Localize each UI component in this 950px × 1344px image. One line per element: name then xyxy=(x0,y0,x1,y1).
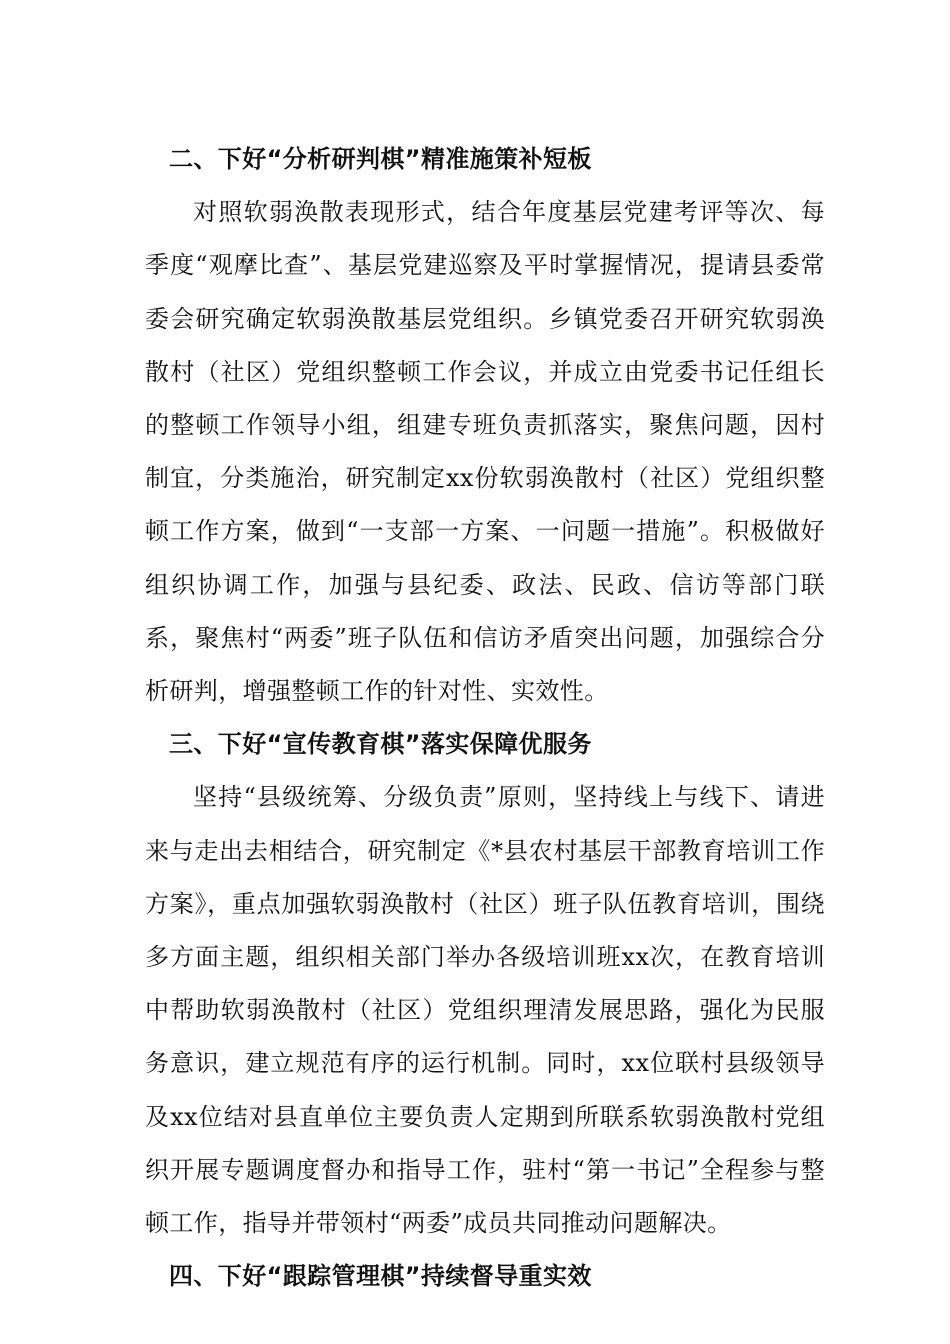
section-heading-4: 四、下好“跟踪管理棋”持续督导重实效 xyxy=(169,1262,592,1291)
document-body xyxy=(145,133,825,1303)
section-paragraph-2: 对照软弱涣散表现形式，结合年度基层党建考评等次、每季度“观摩比查”、基层党建巡察及平时掌握情况，提请县委常委会研究确定软弱涣散基层党组织。乡镇党委召开研究软弱涣散村（社区）党组织整顿工作会议，并成立由党委书记任组长的整顿工作领导小组，组建专班负责抓落实，聚焦问题，因村制宜，分类施治，研究制定xx份软弱涣散村（社区）党组织整顿工作方案，做到“一支部一方案、一问题一措施”。积极做好组织协调工作，加强与县纪委、政法、民政、信访等部门联系，聚焦村“两委”班子队伍和信访矛盾突出问题，加强综合分析研判，增强整顿工作的针对性、实效性。 xyxy=(145,198,825,706)
section-heading-2: 二、下好“分析研判棋”精准施策补短板 xyxy=(169,145,592,173)
section-paragraph-3: 坚持“县级统筹、分级负责”原则，坚持线上与线下、请进来与走出去相结合，研究制定《*县农村基层干部教育培训工作方案》，重点加强软弱涣散村（社区）班子队伍教育培训，围绕多方面主题，组织相关部门举办各级培训班xx次，在教育培训中帮助软弱涣散村（社区）党组织理清发展思路，强化为民服务意识，建立规范有序的运行机制。同时，xx位联村县级领导及xx位结对县直单位主要负责人定期到所联系软弱涣散村党组织开展专题调度督办和指导工作，驻村“第一书记”全程参与整顿工作，指导并带领村“两委”成员共同推动问题解决。 xyxy=(145,783,825,1238)
section-heading-3: 三、下好“宣传教育棋”落实保障优服务 xyxy=(169,730,592,759)
